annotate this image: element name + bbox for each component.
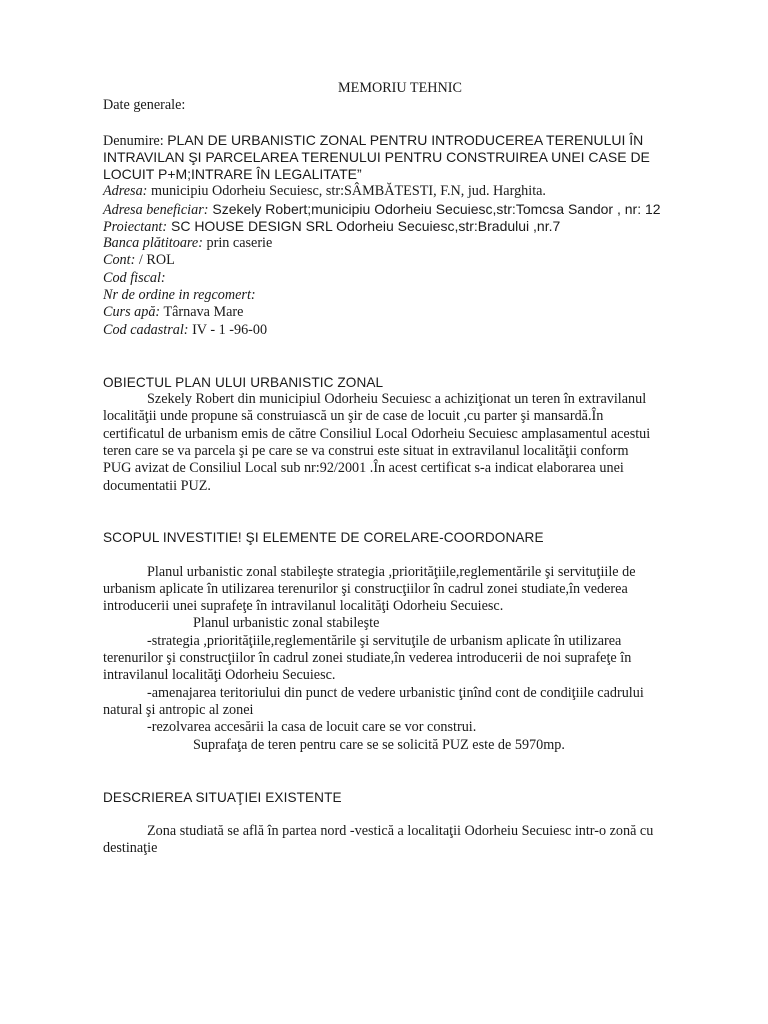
section-heading-obiectul: OBIECTUL PLAN ULUI URBANISTIC ZONAL [103, 375, 384, 390]
paragraph-line: PUG avizat de Consiliul Local sub nr:92/2001 .În acest certificat s-a indicat elaborarea unei [103, 460, 624, 476]
section-heading-scopul: SCOPUL INVESTITIE! ŞI ELEMENTE DE CORELARE-COORDONARE [103, 530, 544, 545]
paragraph-line: -rezolvarea accesării la casa de locuit care se vor construi. [147, 719, 477, 735]
paragraph-line: teren care se va parcela şi pe care se va construi este situat in extravilanul localităţii conform [103, 443, 629, 459]
paragraph-line: -strategia ,priorităţiile,reglementările şi servituţile de urbanism aplicate în utilizarea [147, 633, 622, 649]
denumire-text-1: PLAN DE URBANISTIC ZONAL PENTRU INTRODUCEREA TERENULUI ÎN [167, 132, 644, 148]
denumire-line-2: INTRAVILAN ŞI PARCELAREA TERENULUI PENTRU CONSTRUIREA UNEI CASE DE [103, 149, 650, 165]
field-value: Târnava Mare [160, 304, 244, 320]
field-value: IV - 1 -96-00 [188, 322, 268, 338]
paragraph-line: localităţii unde propune să construiască un şir de case de locuit ,cu parter şi mansardă.În [103, 408, 604, 424]
field-label: Cont: [103, 252, 136, 268]
document-title: MEMORIU TEHNIC [338, 80, 462, 96]
field-label: Banca plătitoare: [103, 235, 203, 251]
paragraph-line: destinaţie [103, 840, 158, 856]
field-label: Cod fiscal: [103, 270, 166, 286]
paragraph-line: terenurilor şi construcţiilor în cadrul zonei studiate,în vederea introducerii de noi suprafeţe în [103, 650, 632, 666]
field-label: Nr de ordine in regcomert: [103, 287, 256, 303]
field-adresa [103, 183, 546, 201]
general-data-heading: Date generale: [103, 97, 186, 113]
paragraph-line: documentatii PUZ. [103, 478, 211, 494]
paragraph-line: -amenajarea teritoriului din punct de vedere urbanistic ţinînd cont de condiţiile cadrului [147, 685, 644, 701]
field-value: Szekely Robert;municipiu Odorheiu Secuiesc,str:Tomcsa Sandor , nr: 12 [208, 201, 661, 217]
paragraph-line: introducerii unei suprafeţe în intravilanul localităţi Odorheiu Secuiesc. [103, 598, 504, 614]
field-cont [103, 252, 175, 270]
paragraph-line: urbanism aplicate în utilizarea terenurilor şi construcţiilor în cadrul zonei studiate,în vederea [103, 581, 628, 597]
section-heading-descrierea: DESCRIEREA SITUAŢIEI EXISTENTE [103, 790, 342, 805]
field-banca [103, 235, 272, 253]
field-curs-apa [103, 304, 243, 322]
paragraph-line: natural şi antropic al zonei [103, 702, 254, 718]
paragraph-line: Zona studiată se află în partea nord -vestică a localitaţii Odorheiu Secuiesc intr-o zonă cu [147, 823, 654, 839]
paragraph-line: Planul urbanistic zonal stabileşte strategia ,priorităţiile,reglementările şi servituţiile de [147, 564, 636, 580]
field-label: Curs apă: [103, 304, 161, 320]
field-value: / ROL [135, 252, 175, 268]
field-label: Cod cadastral: [103, 322, 189, 338]
denumire-line-1 [103, 132, 643, 151]
denumire-label: Denumire: [103, 133, 164, 149]
field-value: prin caserie [202, 235, 273, 251]
paragraph-line: intravilanul localităţi Odorheiu Secuiesc. [103, 667, 336, 683]
field-cod-fiscal [103, 270, 166, 288]
paragraph-line: Planul urbanistic zonal stabileşte [193, 615, 380, 631]
paragraph-line: certificatul de urbanism emis de către Consiliul Local Odorheiu Secuiesc amplasamentul acestui [103, 426, 651, 442]
field-value: municipiu Odorheiu Secuiesc, str:SÂMBĂTESTI, F.N, jud. Harghita. [147, 183, 546, 199]
paragraph-line: Suprafaţa de teren pentru care se se solicită PUZ este de 5970mp. [193, 737, 565, 753]
field-adresa-beneficiar [103, 201, 661, 220]
field-label: Adresa: [103, 183, 148, 199]
field-label: Proiectant: [103, 219, 168, 235]
denumire-line-3: LOCUIT P+M;INTRARE ÎN LEGALITATE” [103, 166, 362, 182]
field-label: Adresa beneficiar: [103, 202, 209, 218]
field-cod-cadastral [103, 322, 267, 340]
field-value: SC HOUSE DESIGN SRL Odorheiu Secuiesc,str:Bradului ,nr.7 [167, 218, 561, 234]
field-nr-regcomert [103, 287, 256, 305]
field-proiectant [103, 218, 560, 237]
paragraph-line: Szekely Robert din municipiul Odorheiu Secuiesc a achiziţionat un teren în extravilanul [147, 391, 647, 407]
